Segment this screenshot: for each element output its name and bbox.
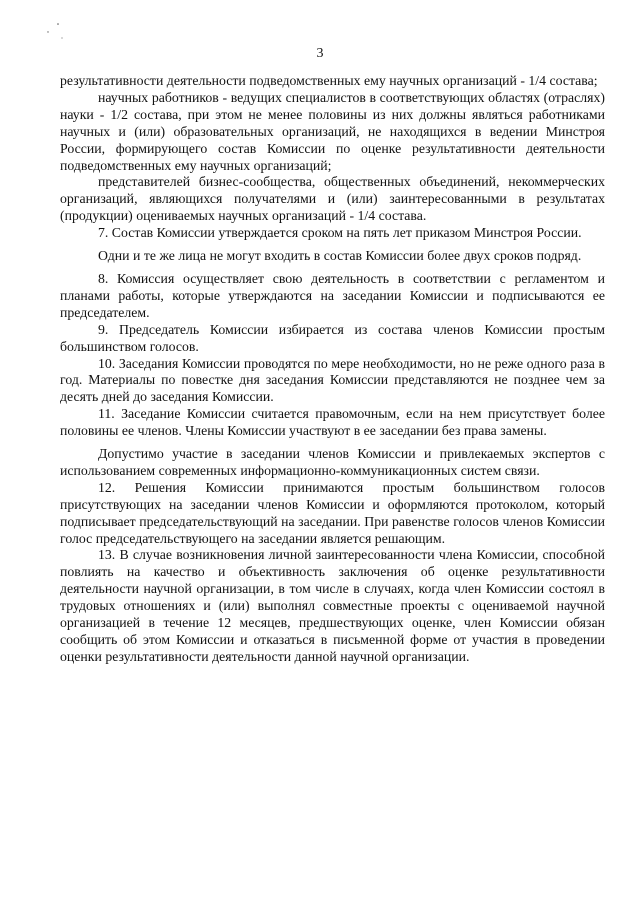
paragraph-terms: Одни и те же лица не могут входить в состав Комиссии более двух сроков подряд. — [98, 248, 582, 264]
paragraph-business: представителей бизнес-сообщества, общественных объединений, некоммерческих организаций, являющихся получателями и (или) заинтересованными в результатах (продукции) оцениваемых научных организаций - 1/4 состава. — [60, 174, 605, 224]
paragraph-9: 9. Председатель Комиссии избирается из состава членов Комиссии простым большинством голосов. — [60, 321, 605, 354]
scan-specks — [40, 18, 80, 48]
paragraph-scientists: научных работников - ведущих специалистов в соответствующих областях (отраслях) науки - 1/2 состава, при этом не менее половины из них должны являться работниками научных и (или) образовательных организаций, не находящихся в ведении Минстроя России, формирующего состав Комиссии по оценке результативности деятельности подведомственных ему научных организаций; — [60, 89, 605, 173]
paragraph-remote: Допустимо участие в заседании членов Комиссии и привлекаемых экспертов с использованием современных информационно-коммуникационных систем связи. — [60, 446, 605, 478]
paragraph-7: 7. Состав Комиссии утверждается сроком на пять лет приказом Минстроя России. — [98, 225, 582, 241]
page-number: 3 — [316, 46, 324, 61]
paragraph-11: 11. Заседание Комиссии считается правомочным, если на нем присутствует более половины ее членов. Члены Комиссии участвуют в ее заседании без права замены. — [60, 406, 605, 439]
paragraph-13: 13. В случае возникновения личной заинтересованности члена Комиссии, способной повлиять на качество и объективность заключения об оценке результативности деятельности научной организации, в том числе в случаях, когда член Комиссии состоял в трудовых отношениях и (или) выполнял совместные проекты с оцениваемой научной организацией в течение 12 месяцев, предшествующих оценке, член Комиссии обязан сообщить об этом Комиссии и отказаться в письменной форме от участия в проведении оценки результативности деятельности данной научной организации. — [60, 547, 605, 664]
paragraph-8: 8. Комиссия осуществляет свою деятельность в соответствии с регламентом и планами работы, которые утверждаются на заседании Комиссии и подписываются ее председателем. — [60, 270, 605, 320]
paragraph-continuation: результативности деятельности подведомственных ему научных организаций - 1/4 состава; — [60, 73, 598, 88]
paragraph-10: 10. Заседания Комиссии проводятся по мере необходимости, но не реже одного раза в год. Материалы по повестке дня заседания Комиссии представляются не позднее чем за десять дней до заседания Комиссии. — [60, 355, 605, 405]
paragraph-12: 12. Решения Комиссии принимаются простым большинством голосов присутствующих на заседании членов Комиссии и оформляются протоколом, который подписывает председательствующий на заседании. При равенстве голосов членов Комиссии голос председательствующего на заседании является решающим. — [60, 479, 605, 546]
document-body — [60, 73, 605, 666]
